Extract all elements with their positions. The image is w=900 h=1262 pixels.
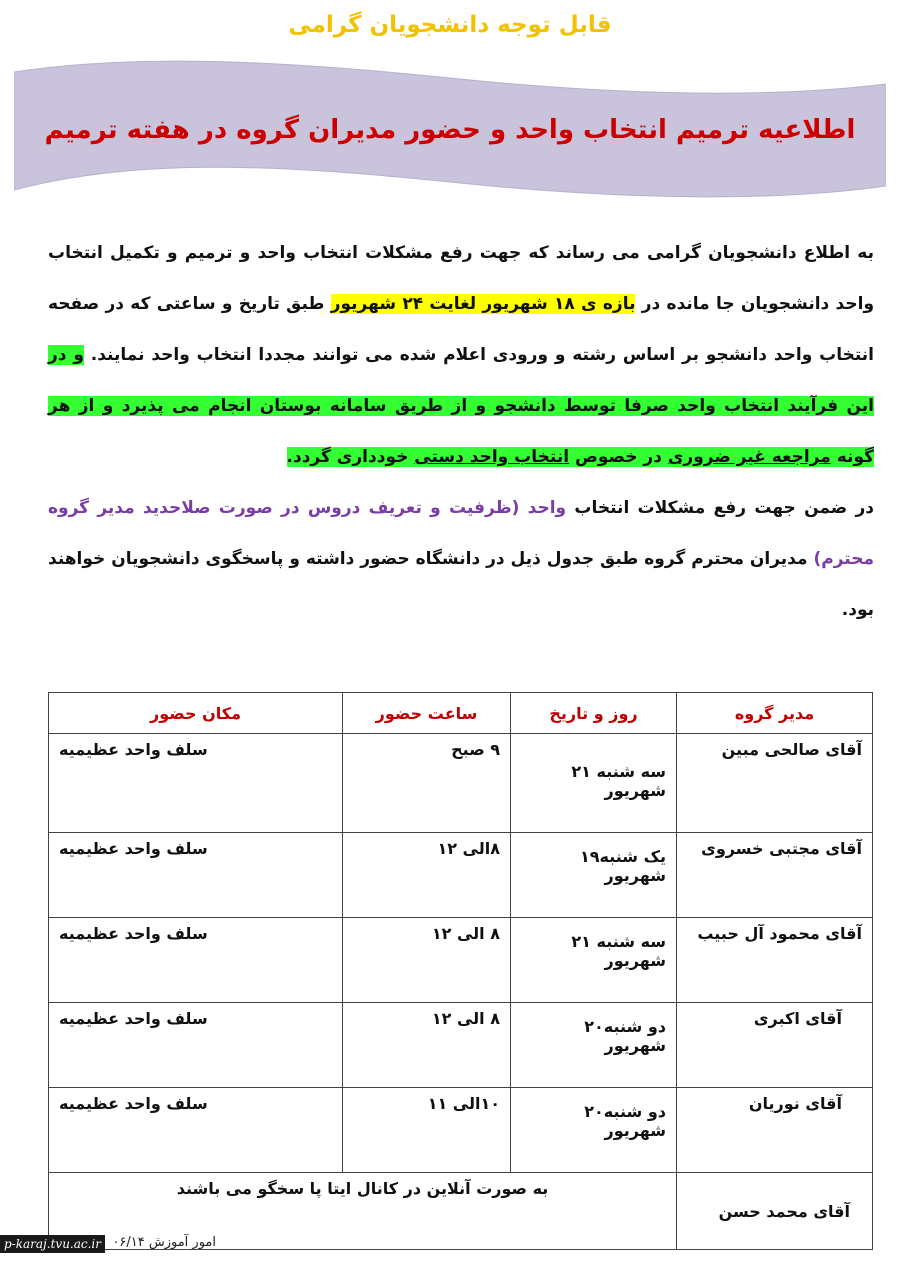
body-text-1: به اطلاع دانشجویان گرامی می رساند که جهت رفع مشکلات انتخاب واحد و ترمیم و تکمیل انتخاب واحد دانشجویان جا مانده در: [48, 243, 875, 314]
site-badge: p-karaj.tvu.ac.ir: [0, 1235, 105, 1253]
manager-cell: آقای محمد حسن: [677, 1173, 873, 1250]
place-cell: سلف واحد عظیمیه: [49, 833, 343, 918]
date-range-highlight: بازه ی ۱۸ شهریور لغایت ۲۴ شهریور: [330, 294, 636, 314]
date-cell: دو شنبه۲۰ شهریور: [511, 1088, 677, 1173]
table-row: [49, 1088, 873, 1173]
time-cell: ۸ الی ۱۲: [343, 918, 511, 1003]
table-row: [49, 833, 873, 918]
table-row: [49, 918, 873, 1003]
body-text-4: مدیران محترم گروه طبق جدول ذیل در دانشگاه حضور داشته و پاسخگوی دانشجویان خواهند بود.: [48, 549, 874, 620]
header-date: روز و تاریخ: [511, 693, 677, 734]
footer: [0, 1232, 300, 1256]
green-underline-2: انتخاب واحد دستی: [414, 447, 570, 467]
schedule-table: [48, 692, 873, 1250]
table-row: [49, 1003, 873, 1088]
table-header-row: [49, 693, 873, 734]
place-cell: سلف واحد عظیمیه: [49, 1088, 343, 1173]
place-cell: سلف واحد عظیمیه: [49, 918, 343, 1003]
online-note-cell: به صورت آنلاین در کانال ایتا پا سخگو می باشند: [49, 1173, 677, 1250]
body-text-3: در ضمن جهت رفع مشکلات انتخاب: [566, 498, 874, 518]
banner-title: اطلاعیه ترمیم انتخاب واحد و حضور مدیران گروه در هفته ترمیم: [44, 115, 856, 145]
header-time: ساعت حضور: [343, 693, 511, 734]
manager-cell: آقای نوریان: [677, 1088, 873, 1173]
time-cell: ۱۰الی ۱۱: [343, 1088, 511, 1173]
date-cell: دو شنبه۲۰ شهریور: [511, 1003, 677, 1088]
body-text-2: طبق تاریخ و ساعتی که در صفحه انتخاب واحد دانشجو بر اساس رشته و ورودی اعلام شده می توانند مجددا انتخاب واحد نمایند.: [48, 294, 874, 365]
title-banner: [14, 58, 886, 218]
purple-text: واحد (ظرفیت و تعریف دروس در صورت صلاحدید مدیر گروه محترم): [48, 498, 874, 569]
table-row: [49, 734, 873, 833]
date-cell: یک شنبه۱۹ شهریور: [511, 833, 677, 918]
date-cell: سه شنبه ۲۱ شهریور: [511, 734, 677, 833]
manager-cell: آقای مجتبی خسروی: [677, 833, 873, 918]
green-underline-1: مراجعه غیر ضروری: [667, 447, 831, 467]
time-cell: ۹ صبح: [343, 734, 511, 833]
date-cell: سه شنبه ۲۱ شهریور: [511, 918, 677, 1003]
time-cell: ۸الی ۱۲: [343, 833, 511, 918]
green-highlight-3: خودداری گردد.: [286, 447, 415, 467]
header-place: مکان حضور: [49, 693, 343, 734]
attention-heading: قابل توجه دانشجویان گرامی: [288, 12, 612, 38]
time-cell: ۸ الی ۱۲: [343, 1003, 511, 1088]
place-cell: سلف واحد عظیمیه: [49, 1003, 343, 1088]
footer-text: امور آموزش ۰۶/۱۴: [112, 1235, 216, 1250]
announcement-body: [48, 228, 874, 636]
manager-cell: آقای محمود آل حبیب: [677, 918, 873, 1003]
green-highlight-2: در خصوص: [569, 447, 668, 467]
manager-cell: آقای اکبری: [677, 1003, 873, 1088]
place-cell: سلف واحد عظیمیه: [49, 734, 343, 833]
manager-cell: آقای صالحی مبین: [677, 734, 873, 833]
header-manager: مدیر گروه: [677, 693, 873, 734]
green-highlight-1: و در این فرآیند انتخاب واحد صرفا توسط دانشجو و از طریق سامانه بوستان انجام می پذیرد و از هر گونه: [48, 345, 874, 467]
